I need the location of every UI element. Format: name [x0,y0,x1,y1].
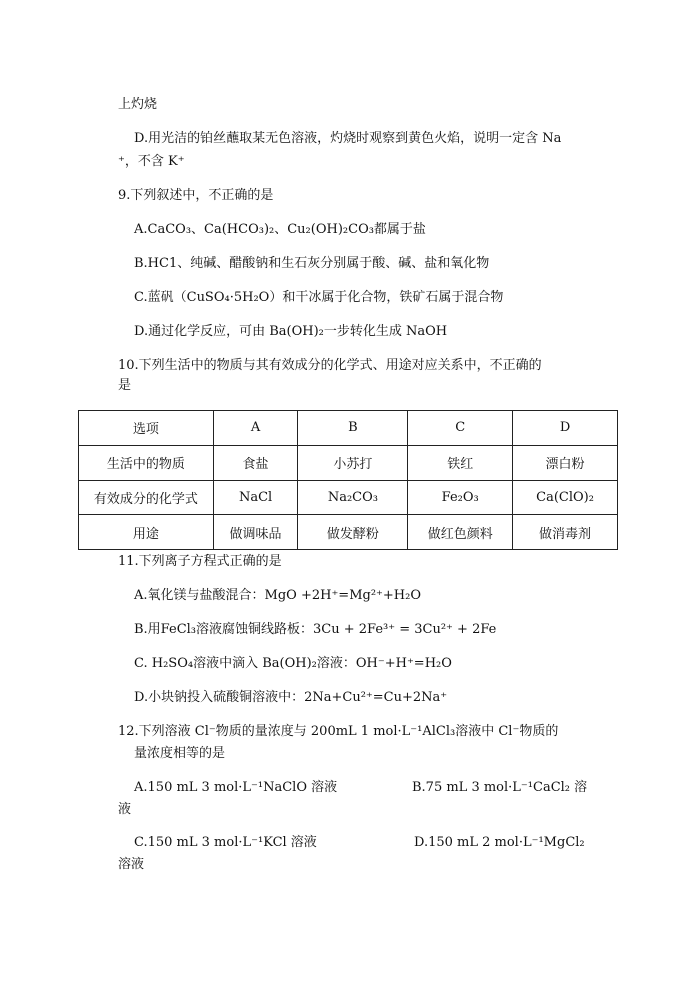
table-cell: 铁红 [408,445,513,480]
question-9: 9.下列叙述中，不正确的是 [118,188,274,203]
table-cell: Fe₂O₃ [408,480,513,515]
table-cell: 做发酵粉 [298,515,408,550]
table-row [79,411,618,446]
table-cell: 做红色颜料 [408,515,513,550]
option-9a: A.CaCO₃、Ca(HCO₃)₂、Cu₂(OH)₂CO₃都属于盐 [134,222,426,237]
option-11b: B.用FeCl₃溶液腐蚀铜线路板：3Cu + 2Fe³⁺ = 3Cu²⁺ + 2Fe [134,622,497,637]
option-11d: D.小块钠投入硫酸铜溶液中：2Na+Cu²⁺=Cu+2Na⁺ [134,690,448,705]
text-line: ⁺，不含 K⁺ [118,154,185,169]
option-11c: C. H₂SO₄溶液中滴入 Ba(OH)₂溶液：OH⁻+H⁺=H₂O [134,656,452,671]
table-cell: 生活中的物质 [79,445,214,480]
table-cell: Ca(ClO)₂ [513,480,618,515]
table-cell: 有效成分的化学式 [79,480,214,515]
table-cell: Na₂CO₃ [298,480,408,515]
table-cell: 做消毒剂 [513,515,618,550]
question-11: 11.下列离子方程式正确的是 [118,554,282,569]
question-12: 12.下列溶液 Cl⁻物质的量浓度与 200mL 1 mol·L⁻¹AlCl₃溶液中 Cl⁻物质的 [118,724,559,739]
option-11a: A.氧化镁与盐酸混合：MgO +2H⁺=Mg²⁺+H₂O [134,588,422,603]
option-12a: A.150 mL 3 mol·L⁻¹NaClO 溶液 [134,780,338,795]
question-10-cont: 是 [118,378,132,393]
question-12-cont: 量浓度相等的是 [134,746,226,761]
text-line: 上灼烧 [118,97,158,112]
option-12d-cont: 溶液 [118,857,145,872]
table-cell: B [298,411,408,446]
option-12b: B.75 mL 3 mol·L⁻¹CaCl₂ 溶 [412,780,588,795]
option-9c: C.蓝矾（CuSO₄·5H₂O）和干冰属于化合物，铁矿石属于混合物 [134,290,504,305]
question-10: 10.下列生活中的物质与其有效成分的化学式、用途对应关系中，不正确的 [118,358,542,373]
table-row [79,480,618,515]
option-12c: C.150 mL 3 mol·L⁻¹KCl 溶液 [134,835,317,850]
option-9b: B.HC1、纯碱、醋酸钠和生石灰分别属于酸、碱、盐和氧化物 [134,256,490,271]
table-cell: 选项 [79,411,214,446]
option-12d: D.150 mL 2 mol·L⁻¹MgCl₂ [414,835,585,850]
chemistry-table [78,410,618,550]
table-cell: NaCl [213,480,298,515]
table-cell: 做调味品 [213,515,298,550]
table-cell: 用途 [79,515,214,550]
table-cell: C [408,411,513,446]
table-cell: 食盐 [213,445,298,480]
table-row [79,515,618,550]
table-cell: A [213,411,298,446]
option-9d: D.通过化学反应，可由 Ba(OH)₂一步转化生成 NaOH [134,324,448,339]
text-line: D.用光洁的铂丝蘸取某无色溶液，灼烧时观察到黄色火焰，说明一定含 Na [134,131,562,146]
table-cell: 漂白粉 [513,445,618,480]
option-12b-cont: 液 [118,802,132,817]
table-cell: 小苏打 [298,445,408,480]
table-row [79,445,618,480]
table-cell: D [513,411,618,446]
